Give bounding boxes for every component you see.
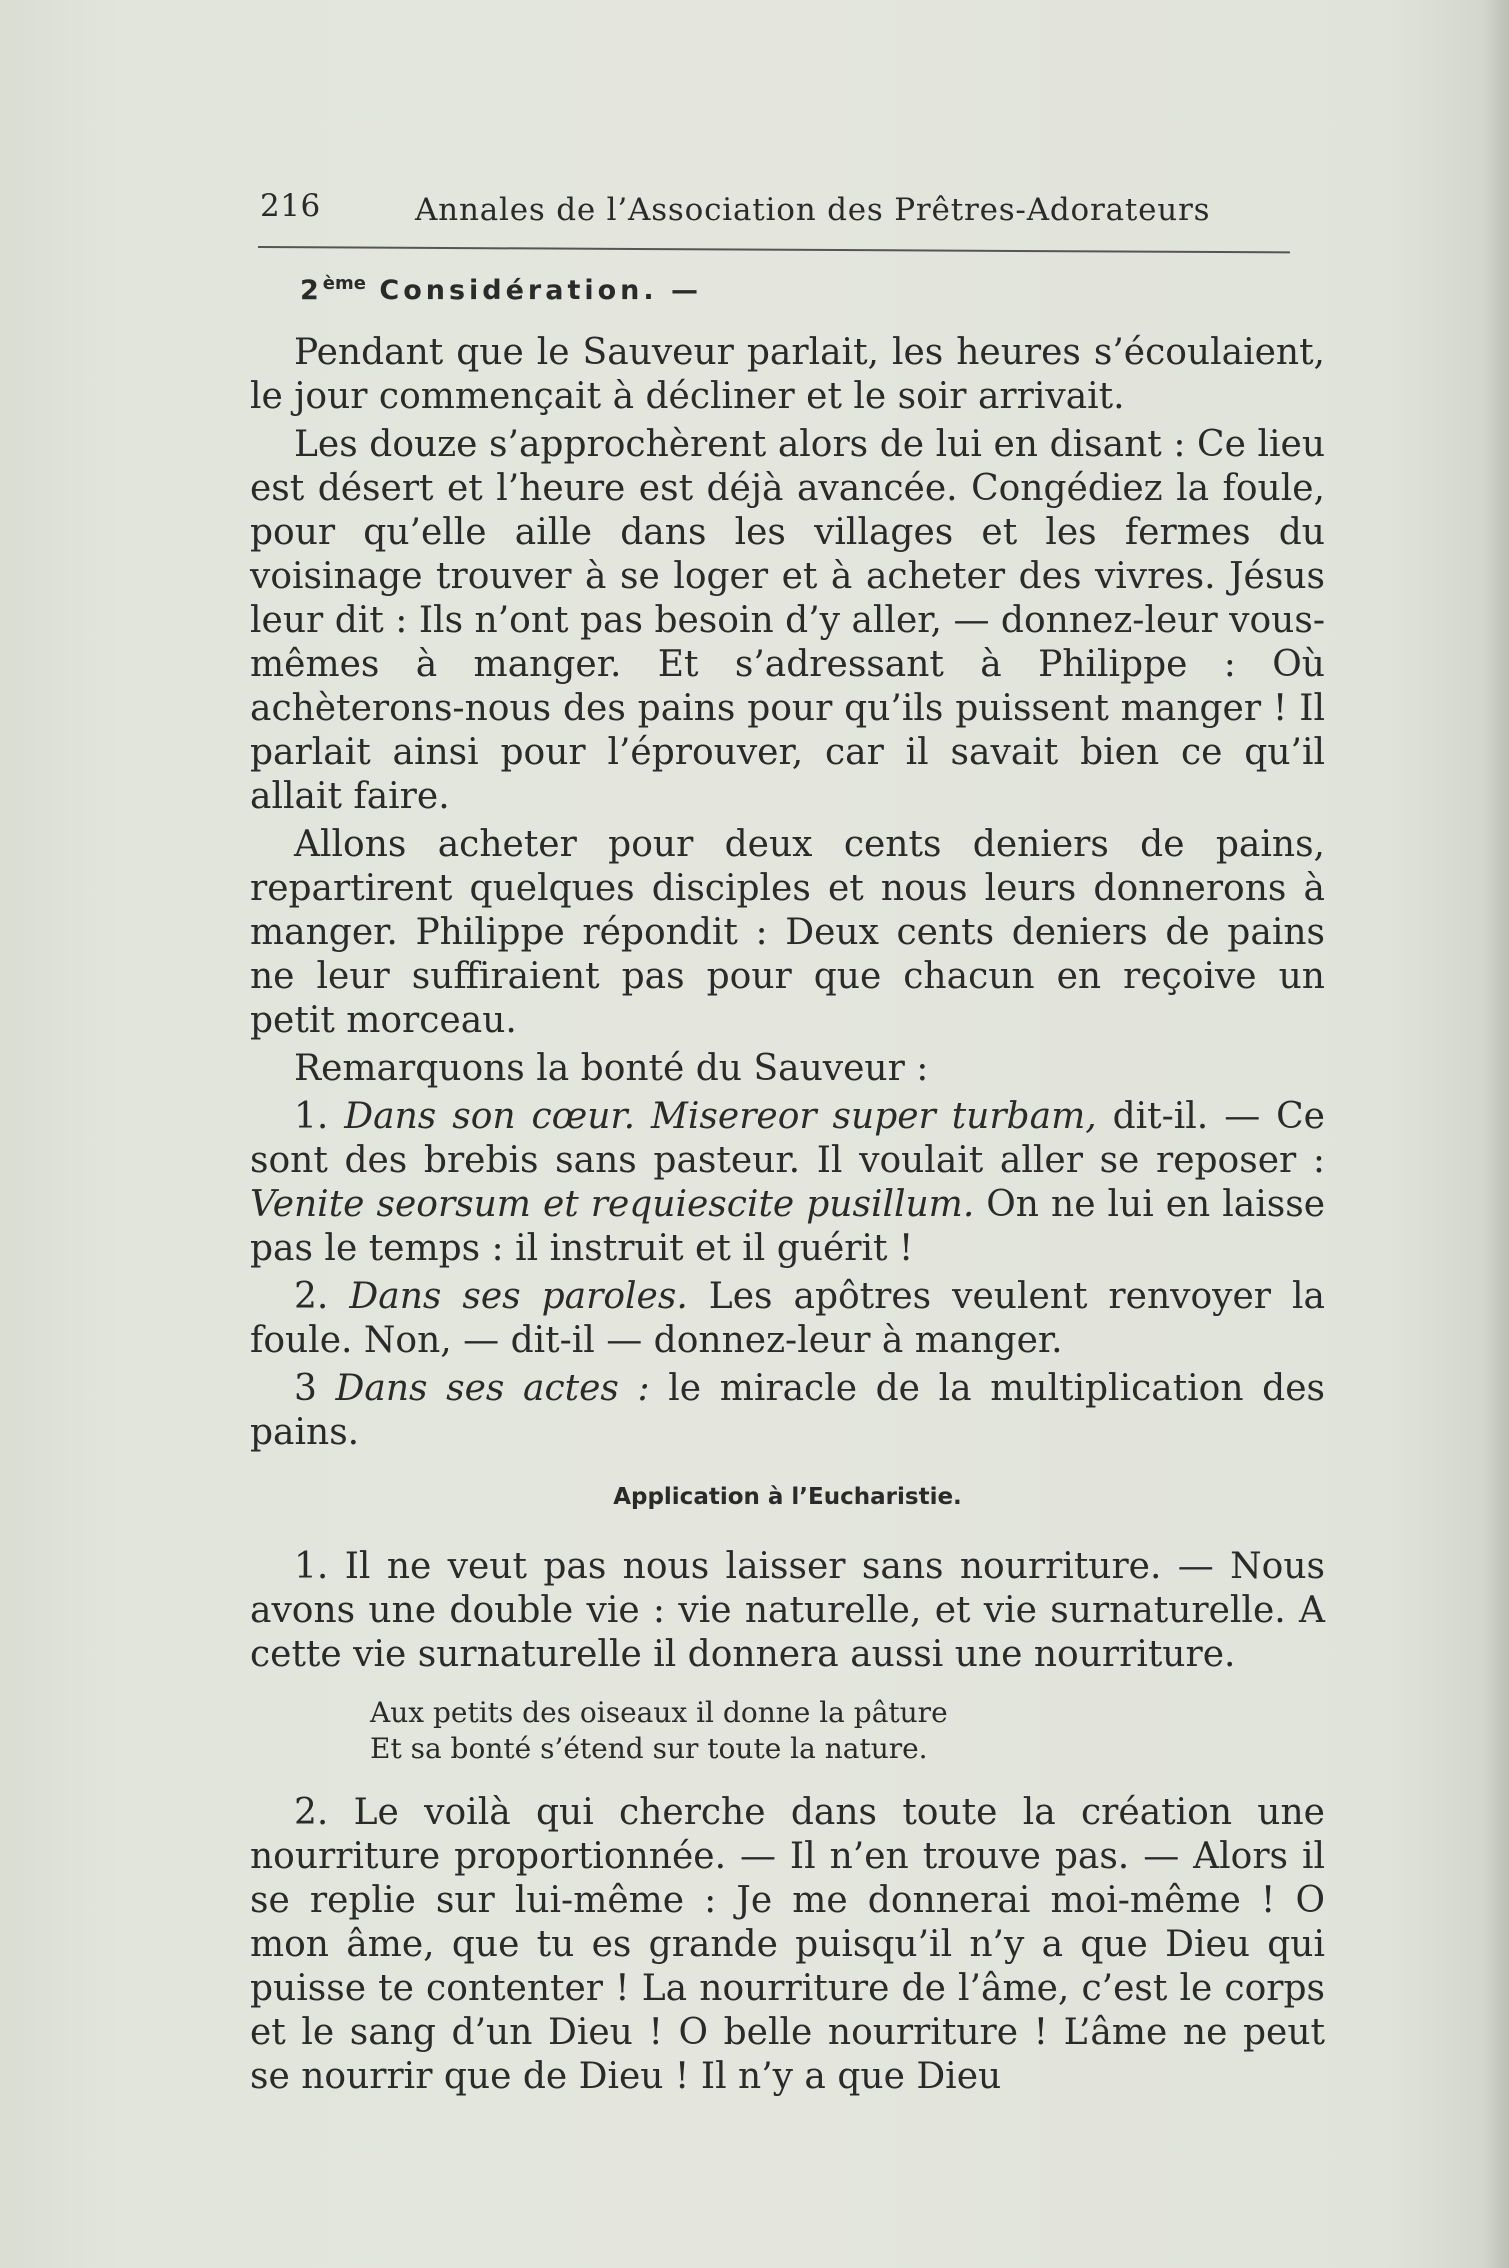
running-title: Annales de l’Association des Prêtres-Adorateurs [415, 192, 1211, 228]
point-1-italic-2: Venite seorsum et requiescite pusillum. [250, 1184, 975, 1225]
point-3 [250, 1367, 1325, 1455]
paragraph-1: Pendant que le Sauveur parlait, les heures s’écoulaient, le jour commençait à décliner et le soir arrivait. [250, 332, 1325, 417]
point-1-text-a: dit-il. — Ce sont des brebis sans pasteur. Il voulait aller se reposer : [250, 1096, 1325, 1181]
point-3-italic: Dans ses actes : [335, 1368, 650, 1409]
page-header [260, 178, 1290, 238]
paragraph-3: Allons acheter pour deux cents deniers de pains, repartirent quelques disciples et nous leurs donnerons à manger. Philippe répondit : Deux cents deniers de pains ne leur suffiraient pas pour que chacun en reçoive un petit morceau. [250, 824, 1325, 1041]
point-1-text-b: On ne lui en laisse pas le temps : il instruit et il guérit ! [250, 1184, 1325, 1269]
application-heading: Application à l’Eucharistie. [613, 1484, 962, 1510]
paragraph-2: Les douze s’approchèrent alors de lui en disant : Ce lieu est désert et l’heure est déjà avancée. Congédiez la foule, pour qu’elle aille dans les villages et les fermes du voisinage trouver à se loger et à acheter des vivres. Jésus leur dit : Ils n’ont pas besoin d’y aller, — donnez-leur vous-mêmes à manger. Et s’adressant à Philippe : Où achèterons-nous des pains pour qu’ils puissent manger ! Il parlait ainsi pour l’éprouver, car il savait bien ce qu’il allait faire. [250, 424, 1325, 817]
application-paragraph-2: 2. Le voilà qui cherche dans toute la création une nourriture proportionnée. — Il n’en trouve pas. — Alors il se replie sur lui-même : Je me donnerai moi-même ! O mon âme, que tu es grande puisqu’il n’y a que Dieu qui puisse te contenter ! La nourriture de l’âme, c’est le corps et le sang d’un Dieu ! O belle nourriture ! L’âme ne peut se nourrir que de Dieu ! Il n’y a que Dieu [250, 1792, 1325, 2097]
section-heading [300, 262, 1325, 313]
point-2-number: 2. [294, 1276, 329, 1317]
point-2-text: Les apôtres veulent renvoyer la foule. Non, — dit-il — donnez-leur à manger. [250, 1276, 1325, 1361]
verse-line-1: Aux petits des oiseaux il donne la pâture [370, 1696, 948, 1729]
point-1 [250, 1095, 1325, 1271]
verse-line-2: Et sa bonté s’étend sur toute la nature. [370, 1732, 928, 1765]
section-heading-number: 2 [300, 275, 323, 306]
page-number: 216 [260, 188, 321, 224]
point-3-number: 3 [294, 1368, 317, 1409]
verse-quote [370, 1695, 1325, 1767]
section-heading-text: Considération. — [379, 275, 703, 306]
section-heading-sup: ème [322, 273, 366, 294]
application-paragraph-1: 1. Il ne veut pas nous laisser sans nourriture. — Nous avons une double vie : vie naturelle, et vie surnaturelle. A cette vie surnaturelle il donnera aussi une nourriture. [250, 1546, 1325, 1675]
header-rule [258, 246, 1290, 253]
point-1-number: 1. [294, 1096, 329, 1137]
point-2 [250, 1275, 1325, 1363]
point-1-italic: Dans son cœur. Misereor super turbam, [344, 1096, 1097, 1137]
body-text [250, 262, 1325, 2103]
point-3-text: le miracle de la multiplication des pains. [250, 1368, 1325, 1453]
paragraph-4: Remarquons la bonté du Sauveur : [294, 1048, 929, 1089]
page-edge-shadow [1483, 0, 1509, 2268]
point-2-italic: Dans ses paroles. [349, 1276, 688, 1317]
